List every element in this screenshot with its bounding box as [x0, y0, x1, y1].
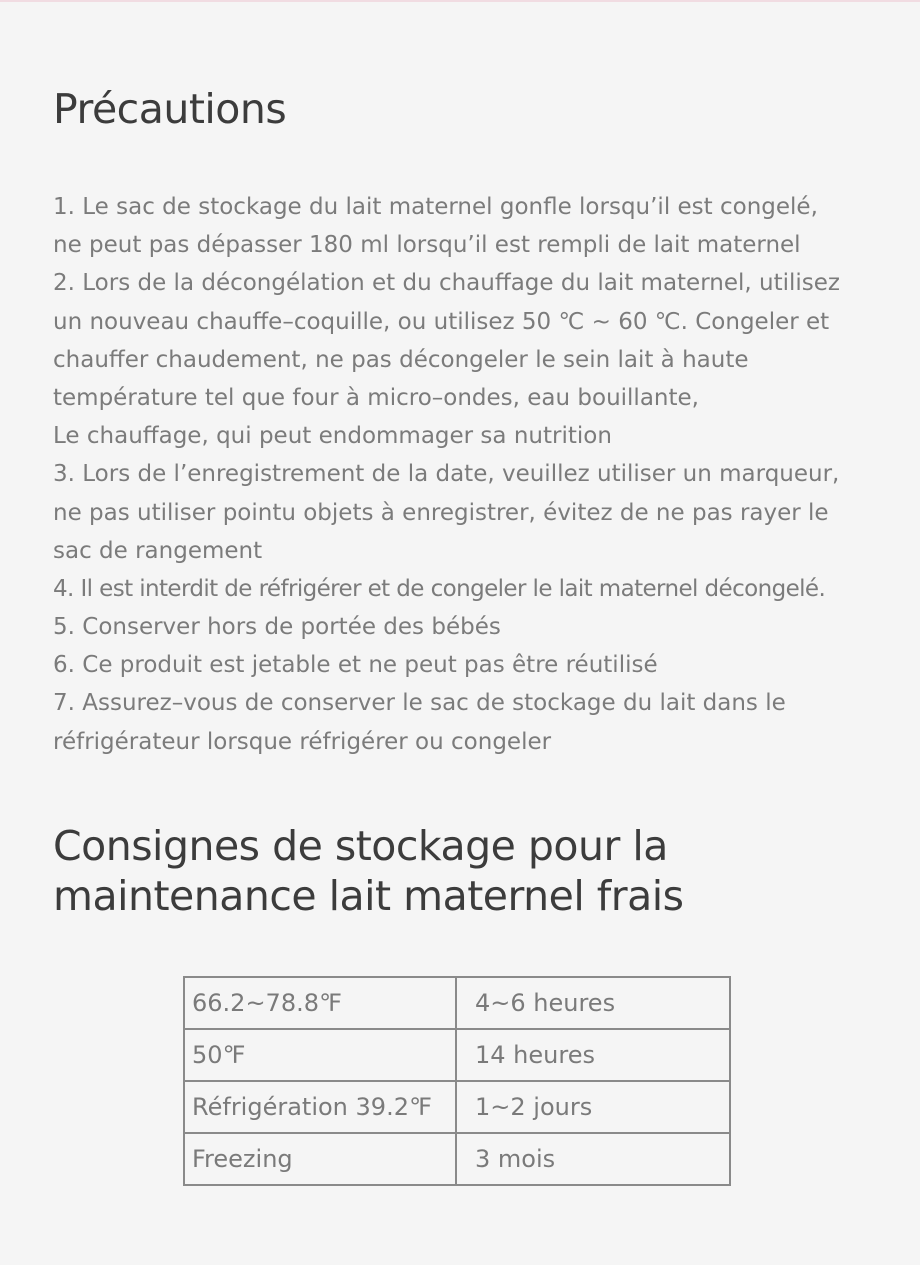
precaution-line: ne peut pas dépasser 180 ml lorsqu’il est rempli de lait maternel: [53, 232, 801, 259]
table-cell-condition: 66.2~78.8℉: [184, 977, 456, 1029]
table-row: [184, 1133, 730, 1185]
precaution-line: 1. Le sac de stockage du lait maternel gonfle lorsqu’il est congelé,: [53, 194, 818, 220]
table-row: [184, 1029, 730, 1081]
table-cell-condition: Freezing: [184, 1133, 456, 1185]
table-row: [184, 1081, 730, 1133]
table-cell-duration: 4~6 heures: [456, 977, 730, 1029]
precaution-line: un nouveau chauffe–coquille, ou utilisez 50 ℃ ~ 60 ℃. Congeler et: [53, 308, 830, 335]
precaution-line: 5. Conserver hors de portée des bébés: [53, 614, 501, 641]
precaution-line: température tel que four à micro–ondes, eau bouillante,: [53, 384, 699, 411]
storage-title-line2: maintenance lait maternel frais: [53, 872, 684, 920]
table-cell-duration: 3 mois: [456, 1133, 730, 1185]
precaution-line: sac de rangement: [53, 537, 263, 564]
precaution-line: chauffer chaudement, ne pas décongeler le sein lait à haute: [53, 346, 749, 373]
precaution-line: 6. Ce produit est jetable et ne peut pas être réutilisé: [53, 652, 658, 679]
table-cell-duration: 1~2 jours: [456, 1081, 730, 1133]
table-cell-condition: 50℉: [184, 1029, 456, 1081]
precaution-line: Le chauffage, qui peut endommager sa nutrition: [53, 423, 612, 450]
precaution-line: 3. Lors de l’enregistrement de la date, veuillez utiliser un marqueur,: [53, 461, 840, 488]
storage-title: [53, 821, 873, 921]
table-row: [184, 977, 730, 1029]
precautions-list: [53, 188, 920, 761]
precautions-title: Précautions: [53, 85, 287, 133]
precaution-line: réfrigérateur lorsque réfrigérer ou congeler: [53, 728, 552, 755]
precaution-line: 2. Lors de la décongélation et du chauffage du lait maternel, utilisez: [53, 270, 840, 297]
top-divider: [0, 0, 920, 2]
table-cell-duration: 14 heures: [456, 1029, 730, 1081]
storage-table: [183, 976, 731, 1186]
precaution-line: 7. Assurez–vous de conserver le sac de stockage du lait dans le: [53, 690, 786, 717]
precaution-line: ne pas utiliser pointu objets à enregistrer, évitez de ne pas rayer le: [53, 499, 829, 526]
precaution-line: 4. Il est interdit de réfrigérer et de congeler le lait maternel décongelé.: [53, 575, 826, 602]
storage-title-line1: Consignes de stockage pour la: [53, 822, 668, 870]
table-cell-condition: Réfrigération 39.2℉: [184, 1081, 456, 1133]
